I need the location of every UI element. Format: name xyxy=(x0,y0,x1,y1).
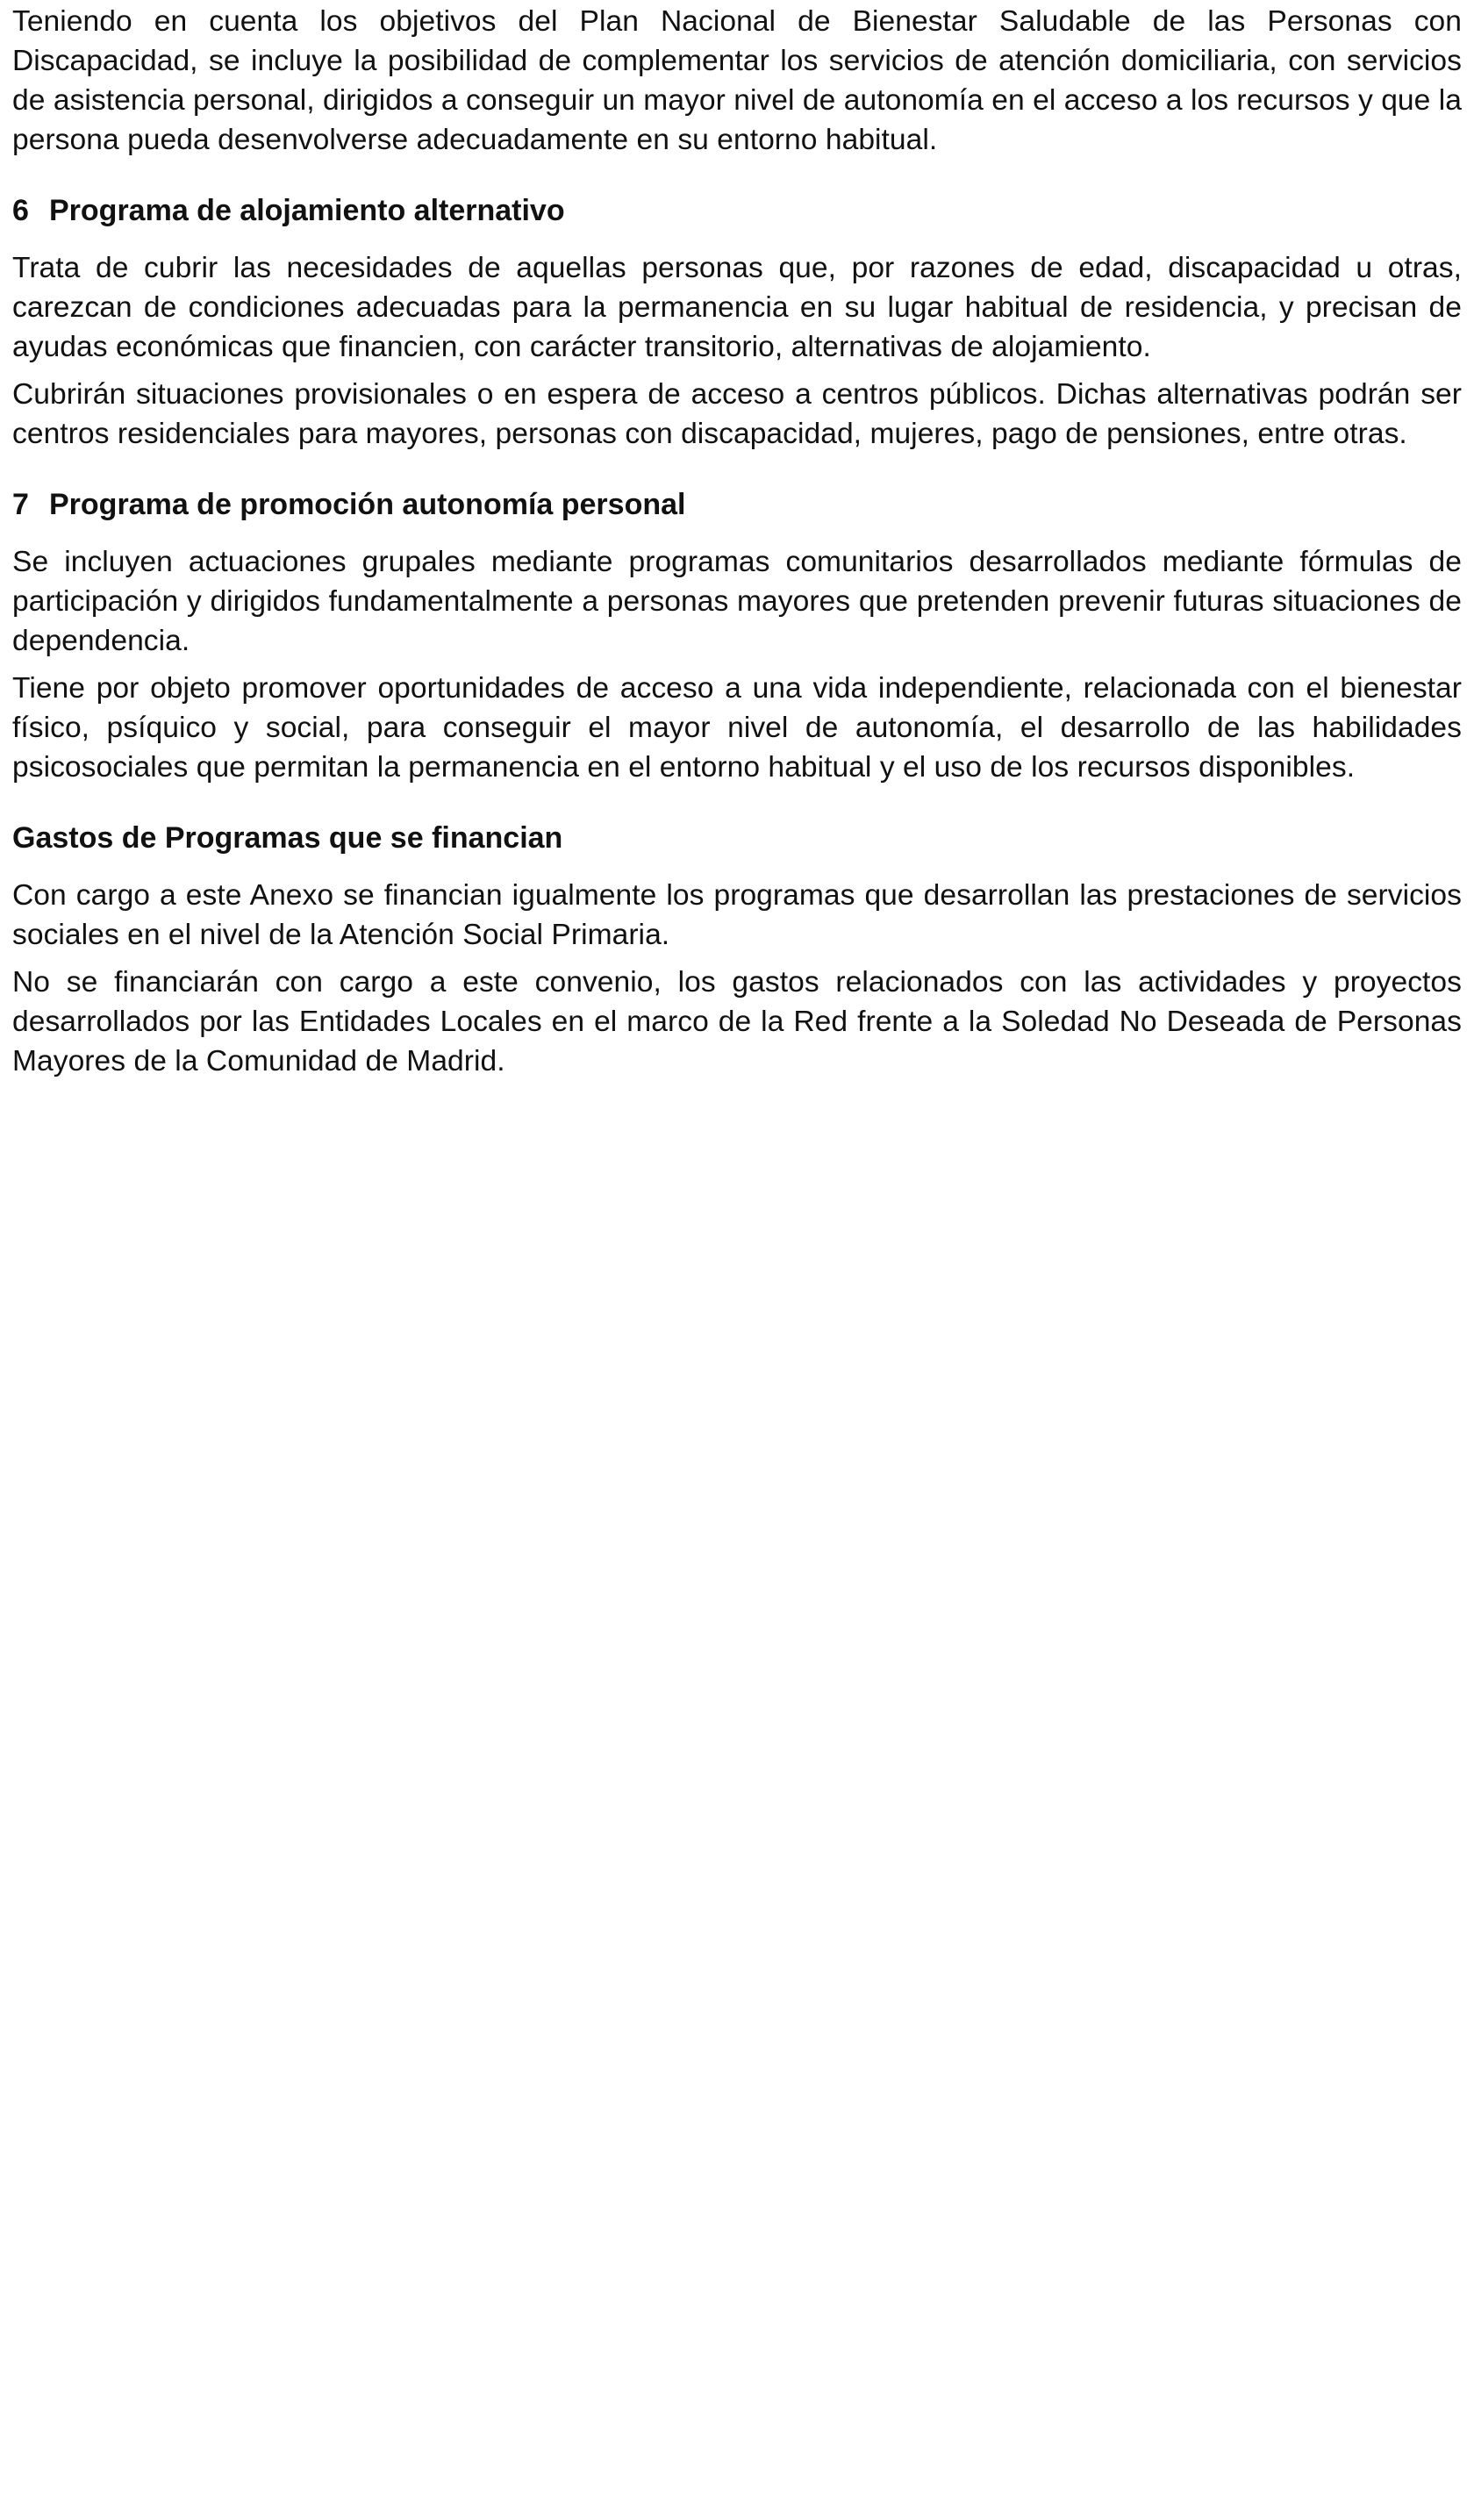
section-6-paragraph-2: Cubrirán situaciones provisionales o en espera de acceso a centros públicos. Dichas alternativas podrán ser centros residenciales para mayores, personas con discapacidad, mujeres, pago de pensiones, entre otras. xyxy=(12,378,1462,450)
section-6-number: 6 xyxy=(12,194,29,227)
section-7-heading xyxy=(12,485,1462,525)
section-6-title: Programa de alojamiento alternativo xyxy=(49,194,565,227)
section-7-paragraph-1: Se incluyen actuaciones grupales mediante programas comunitarios desarrollados mediante fórmulas de participación y dirigidos fundamentalmente a personas mayores que pretenden prevenir futuras situaciones de dependencia. xyxy=(12,546,1462,657)
section-7-number: 7 xyxy=(12,488,29,521)
section-6-paragraph-1: Trata de cubrir las necesidades de aquellas personas que, por razones de edad, discapacidad u otras, carezcan de condiciones adecuadas para la permanencia en su lugar habitual de residencia, y precisan de ayudas económicas que financien, con carácter transitorio, alternativas de alojamiento. xyxy=(12,252,1462,363)
section-6-heading xyxy=(12,191,1462,231)
gastos-paragraph-1: Con cargo a este Anexo se financian igualmente los programas que desarrollan las prestaciones de servicios sociales en el nivel de la Atención Social Primaria. xyxy=(12,879,1462,951)
gastos-heading: Gastos de Programas que se financian xyxy=(12,821,563,855)
document-page xyxy=(12,0,1462,1081)
section-7-title: Programa de promoción autonomía personal xyxy=(49,488,686,521)
section-7-paragraph-2: Tiene por objeto promover oportunidades de acceso a una vida independiente, relacionada con el bienestar físico, psíquico y social, para conseguir el mayor nivel de autonomía, el desarrollo de las habilidades psicosociales que permitan la permanencia en el entorno habitual y el uso de los recursos disponibles. xyxy=(12,672,1462,784)
gastos-paragraph-2: No se financiarán con cargo a este convenio, los gastos relacionados con las actividades y proyectos desarrollados por las Entidades Locales en el marco de la Red frente a la Soledad No Deseada de Personas Mayores de la Comunidad de Madrid. xyxy=(12,966,1462,1077)
intro-paragraph: Teniendo en cuenta los objetivos del Plan Nacional de Bienestar Saludable de las Personas con Discapacidad, se incluye la posibilidad de complementar los servicios de atención domiciliaria, con servicios de asistencia personal, dirigidos a conseguir un mayor nivel de autonomía en el acceso a los recursos y que la persona pueda desenvolverse adecuadamente en su entorno habitual. xyxy=(12,5,1462,156)
